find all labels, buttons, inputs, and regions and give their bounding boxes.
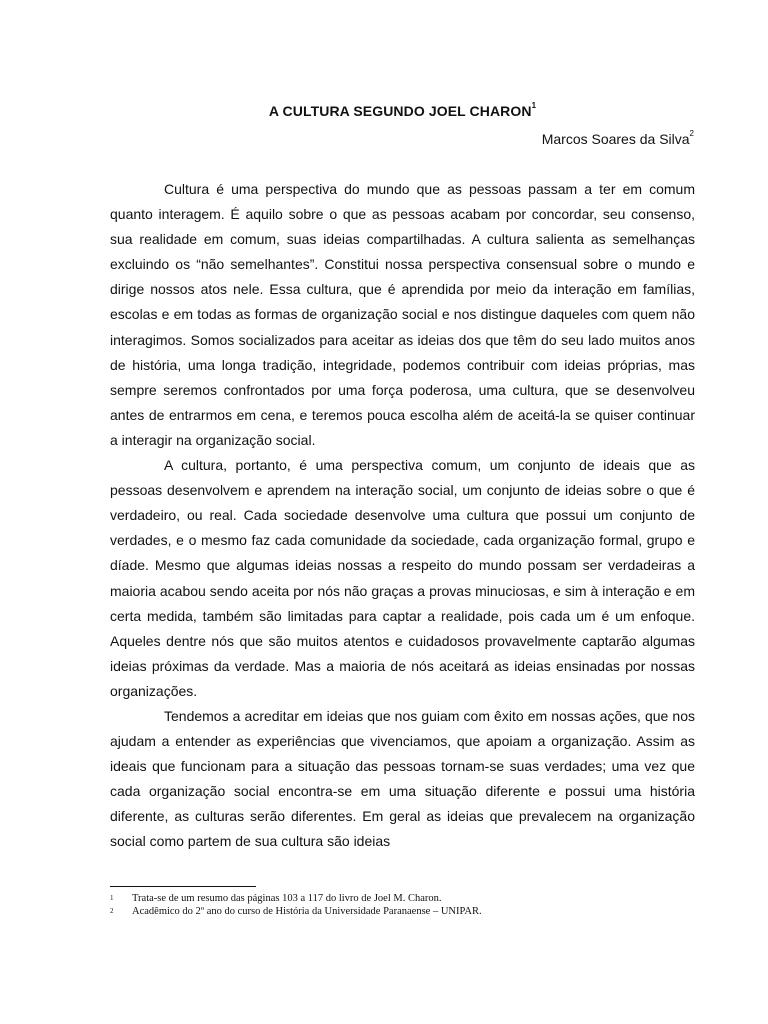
title-text: A CULTURA SEGUNDO JOEL CHARON [268, 103, 532, 119]
author-footnote-marker: 2 [689, 129, 694, 138]
footnote-2-text: Acadêmico do 2º ano do curso de História da Universidade Paranaense – UNIPAR. [132, 905, 482, 917]
document-title [110, 103, 695, 119]
author-name: Marcos Soares da Silva [541, 131, 690, 147]
title-footnote-marker: 1 [531, 101, 537, 110]
footnote-1-text: Trata-se de um resumo das páginas 103 a 117 do livro de Joel M. Charon. [132, 893, 442, 904]
paragraph-2: A cultura, portanto, é uma perspectiva comum, um conjunto de ideais que as pessoas desenvolvem e aprendem na interação social, um conjunto de ideias sobre o que é verdadeiro, ou real. Cada sociedade desenvolve uma cultura que possui um conjunto de verdades, e o mesmo faz cada comunidade da sociedade, cada organização formal, grupo e díade. Mesmo que algumas ideias nossas a respeito do mundo possam ser verdadeiras a maioria acabou sendo aceita por nós não graças a provas minuciosas, e sim à interação e em certa medida, também são limitadas para captar a realidade, pois cada um é um enfoque. Aqueles dentre nós que são muitos atentos e cuidadosos provavelmente captarão algumas ideias próximas da verdade. Mas a maioria de nós aceitará as ideias ensinadas por nossas organizações. [110, 457, 695, 699]
footnote-1-number: 1 [110, 894, 114, 902]
document-body [110, 177, 695, 855]
paragraph-3: Tendemos a acreditar em ideias que nos guiam com êxito em nossas ações, que nos ajudam a entender as experiências que vivenciamos, que apoiam a organização. Assim as ideais que funcionam para a situação das pessoas tornam-se suas verdades; uma vez que cada organização social encontra-se em uma situação diferente e possui uma história diferente, as culturas serão diferentes. Em geral as ideias que prevalecem na organização social como partem de sua cultura são ideias [110, 707, 695, 850]
footnote-divider [110, 886, 256, 887]
footnote-1 [110, 893, 695, 906]
footnotes [110, 893, 695, 918]
author-line [542, 131, 694, 147]
footnote-2-number: 2 [110, 906, 114, 915]
footnote-2 [110, 906, 695, 919]
paragraph-1: Cultura é uma perspectiva do mundo que as pessoas passam a ter em comum quanto interagem. É aquilo sobre o que as pessoas acabam por concordar, seu consenso, sua realidade em comum, suas ideias compartilhadas. A cultura salienta as semelhanças excluindo os “não semelhantes”. Constitui nossa perspectiva consensual sobre o mundo e dirige nossos atos nele. Essa cultura, que é aprendida por meio da interação em famílias, escolas e em todas as formas de organização social e nos distingue daqueles com quem não interagimos. Somos socializados para aceitar as ideias dos que têm do seu lado muitos anos de história, uma longa tradição, integridade, podemos contribuir com ideias próprias, mas sempre seremos confrontados por uma força poderosa, uma cultura, que se desenvolveu antes de entrarmos em cena, e teremos pouca escolha além de aceitá-la se quiser continuar a interagir na organização social. [110, 181, 695, 448]
